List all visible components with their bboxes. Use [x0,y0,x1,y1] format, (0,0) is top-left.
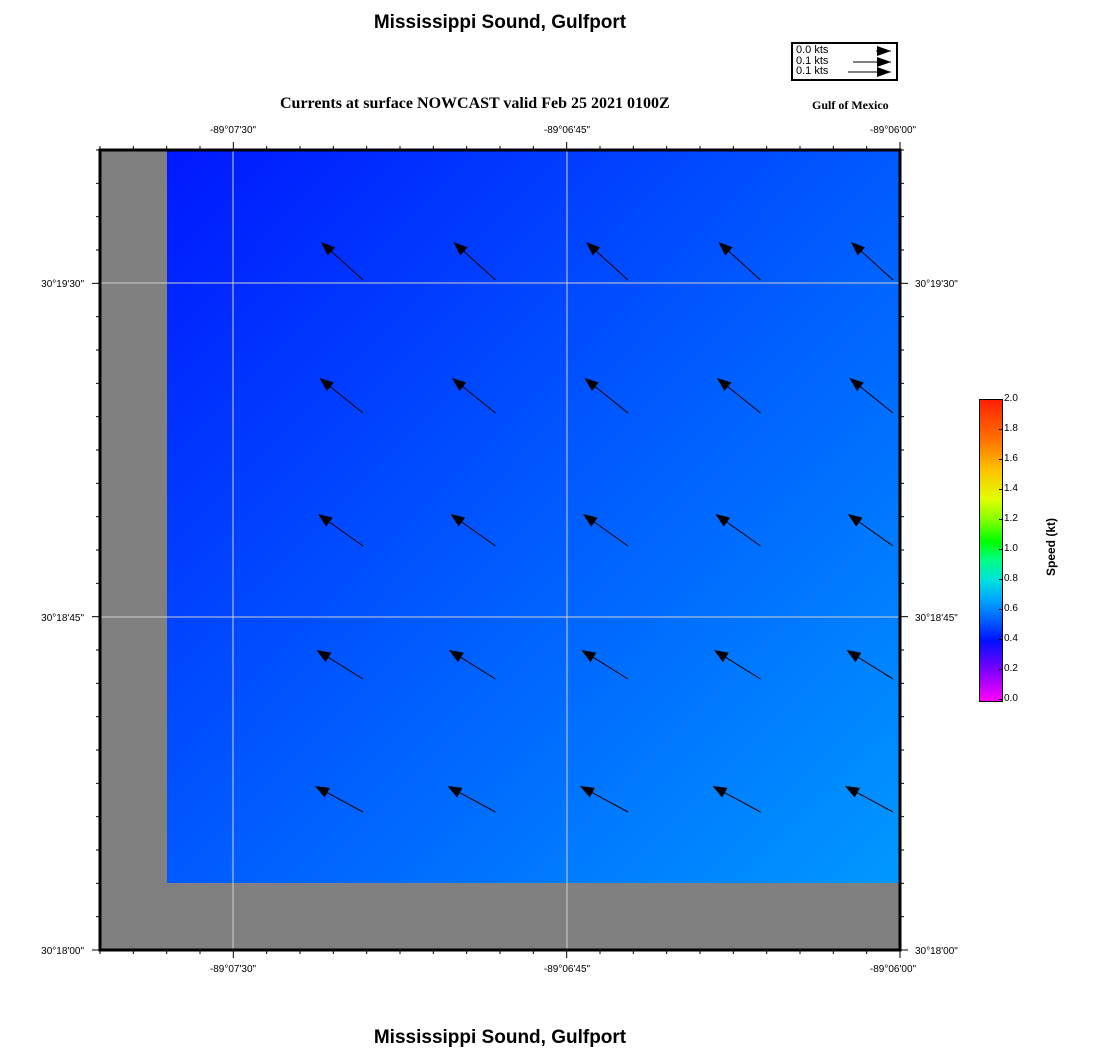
colorbar-tick-label: 2.0 [1004,393,1018,404]
colorbar-tick-label: 0.0 [1004,693,1018,704]
colorbar-tick-label: 0.2 [1004,663,1018,674]
lon-tick-bottom: -89°07'30" [209,964,257,975]
lat-tick-right: 30°18'45" [915,613,958,624]
colorbar-tick-label: 1.6 [1004,453,1018,464]
lon-tick-top: -89°06'45" [543,125,591,136]
speed-colorbar [979,399,1003,702]
colorbar-tick-label: 0.8 [1004,573,1018,584]
legend-label: 0.1 kts [796,65,829,77]
colorbar-tick-label: 1.4 [1004,483,1018,494]
region-label: Gulf of Mexico [812,98,889,112]
lat-tick-left: 30°18'00" [41,946,84,957]
legend-label: 0.0 kts [796,44,829,56]
lat-tick-right: 30°18'00" [915,946,958,957]
colorbar-label: Speed (kt) [1044,518,1058,577]
colorbar-tick-label: 0.6 [1004,603,1018,614]
lon-tick-top: -89°06'00" [869,125,917,136]
legend-label: 0.1 kts [796,55,829,67]
water-area [167,150,900,883]
lat-tick-right: 30°19'30" [915,279,958,290]
colorbar-tick-label: 0.4 [1004,633,1018,644]
map-title-bottom: Mississippi Sound, Gulfport [373,1027,627,1048]
colorbar-tick-label: 1.2 [1004,513,1018,524]
lon-tick-bottom: -89°06'45" [543,964,591,975]
colorbar-tick-label: 1.8 [1004,423,1018,434]
lon-tick-top: -89°07'30" [209,125,257,136]
lat-tick-left: 30°19'30" [41,279,84,290]
map-title-top: Mississippi Sound, Gulfport [373,12,627,33]
lon-tick-bottom: -89°06'00" [869,964,917,975]
colorbar-tick-label: 1.0 [1004,543,1018,554]
map-subtitle: Currents at surface NOWCAST valid Feb 25 2021 0100Z [280,95,670,112]
lat-tick-left: 30°18'45" [41,613,84,624]
